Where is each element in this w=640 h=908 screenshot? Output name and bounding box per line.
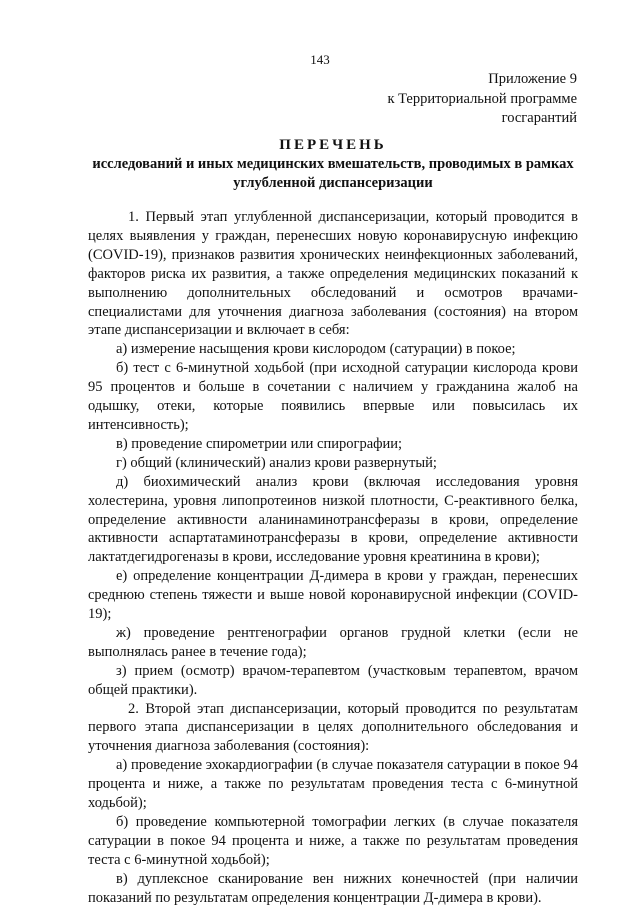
list-item: г) общий (клинический) анализ крови развернутый; [116,454,437,471]
document-body [88,208,578,908]
list-item: а) проведение эхокардиографии (в случае показателя сатурации в покое 94 процента и ниже, а также по результатам проведения теста с 6-минутной ходьбой); [88,757,578,812]
title-block [88,135,578,193]
page-number: 143 [310,52,330,67]
list-item: з) прием (осмотр) врачом-терапевтом (участковым терапевтом, врачом общей практики). [88,662,578,698]
list-item: в) проведение спирометрии или спирографии; [116,435,403,452]
list-item: б) тест с 6-минутной ходьбой (при исходной сатурации кислорода крови 95 процентов и больше в сочетании с наличием у гражданина жалоб на одышку, отеки, которые появились впервые или повысилась их интенсивность); [88,360,578,433]
annex-header [387,70,577,129]
document-title: ПЕРЕЧЕНЬ [279,137,387,153]
paragraph-stage-2: 2. Второй этап диспансеризации, который проводится по результатам первого этапа диспансеризации в целях дополнительного обследования и уточнения диагноза заболевания (состояния): [88,700,578,755]
list-item: ж) проведение рентгенографии органов грудной клетки (если не выполнялась ранее в течение года); [88,624,578,660]
document-subtitle: исследований и иных медицинских вмешательств, проводимых в рамках углубленной диспансеризации [92,156,574,191]
list-item: д) биохимический анализ крови (включая исследования уровня холестерина, уровня липопротеинов низкой плотности, С-реактивного белка, определение активности аланинаминотрансферазы в крови, определение активности аспартатаминотрансферазы в крови, определение активности лактатдегидрогеназы в крови, исследование уровня креатинина в крови); [88,473,578,566]
list-item: е) определение концентрации Д-димера в крови у граждан, перенесших среднюю степень тяжести и выше новой коронавирусной инфекции (COVID-19); [88,568,578,623]
annex-line-3: госгарантий [501,110,577,126]
list-item: а) измерение насыщения крови кислородом (сатурации) в покое; [116,341,516,358]
paragraph-stage-1: 1. Первый этап углубленной диспансеризации, который проводится в целях выявления у граждан, перенесших новую коронавирусную инфекцию (COVID-19), признаков развития хронических неинфекционных заболеваний, факторов риска их развития, а также определения медицинских показаний к выполнению дополнительных обследований и осмотров врачами-специалистами для уточнения диагноза заболевания (состояния) на втором этапе диспансеризации и включает в себя: [88,209,578,339]
list-item: б) проведение компьютерной томографии легких (в случае показателя сатурации в покое 94 процента и ниже, а также по результатам проведения теста с 6-минутной ходьбой); [88,814,578,868]
list-item: в) дуплексное сканирование вен нижних конечностей (при наличии показаний по результатам определения концентрации Д-димера в крови). [88,870,578,906]
annex-line-2: к Территориальной программе [387,90,577,107]
annex-line-1: Приложение 9 [488,71,577,87]
